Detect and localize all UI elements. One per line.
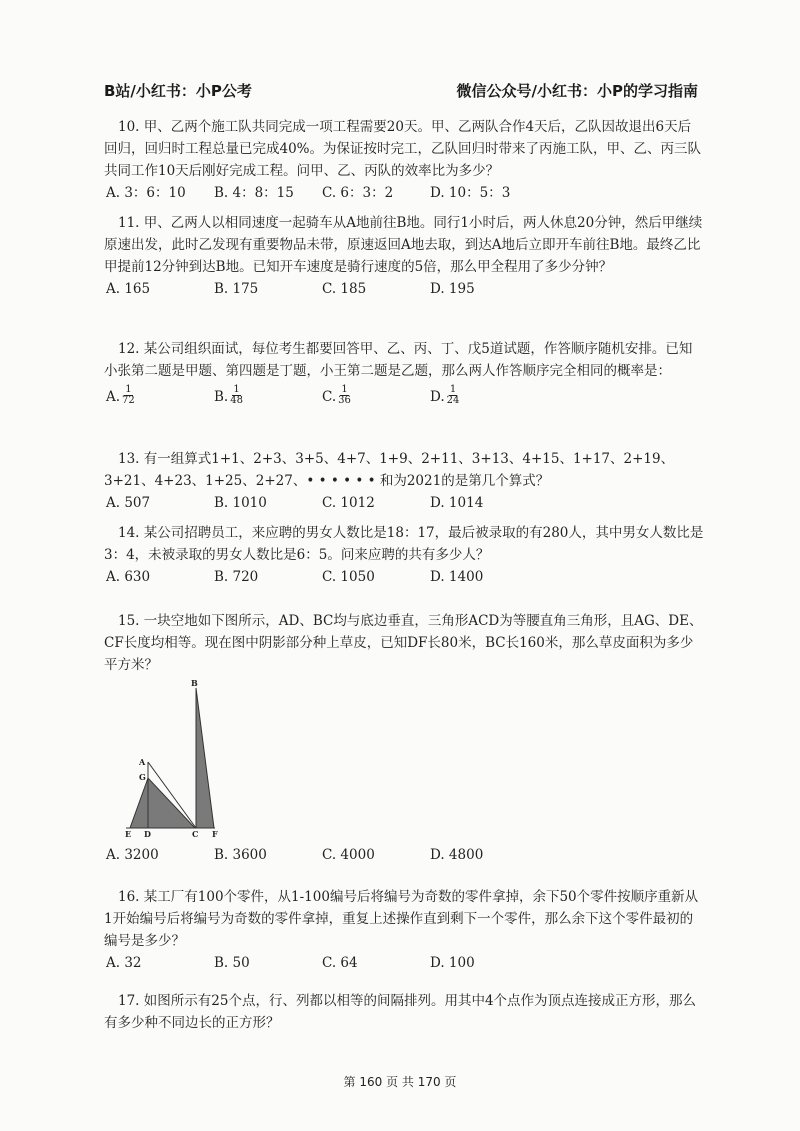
option-d: D. 100 — [430, 955, 475, 971]
fraction: $\frac{1}{24}$ — [446, 384, 460, 406]
fraction: $\frac{1}{48}$ — [230, 384, 243, 406]
point-label-f: F — [212, 829, 218, 838]
option-c: C. 6：3：2 — [322, 185, 394, 201]
question-17 — [104, 990, 704, 1034]
option-a: A. $\frac{1}{72}$ — [106, 384, 135, 406]
question-stem: 13. 有一组算式1+1、2+3、3+5、4+7、1+9、2+11、3+13、4+15、1+17、2+19、3+21、4+23、1+25、2+27、• • • • • • 和为2021的是第几个算式？ — [104, 451, 675, 489]
option-a: A. 3：6：10 — [106, 185, 186, 201]
question-stem: 10. 甲、乙两个施工队共同完成一项工程需要20天。甲、乙两队合作4天后，乙队因故退出6天后回归，回归时工程总量已完成40%。为保证按时完工，乙队回归时带来了丙施工队，甲、乙、丙三队共同工作10天后刚好完成工程。问甲、乙、丙队的效率比为多少？ — [104, 119, 702, 179]
header-left: B站/小红书：小P公考 — [104, 82, 252, 100]
point-label-g: G — [139, 772, 146, 782]
option-d: D. 4800 — [430, 847, 484, 863]
option-c: C. $\frac{1}{36}$ — [322, 384, 351, 406]
question-14 — [104, 522, 704, 588]
shaded-triangle-right — [196, 688, 214, 828]
option-a: A. 32 — [106, 955, 142, 971]
option-b: B. 1010 — [214, 495, 267, 511]
fraction: $\frac{1}{72}$ — [122, 384, 135, 406]
options — [104, 278, 704, 300]
question-stem: 14. 某公司招聘员工，来应聘的男女人数比是18：17，最后被录取的有280人，其中男女人数比是3：4，未被录取的男女人数比是6：5。问来应聘的共有多少人？ — [104, 525, 704, 563]
point-label-a: A — [139, 757, 146, 767]
option-c: C. 64 — [322, 955, 358, 971]
question-stem: 16. 某工厂有100个零件，从1-100编号后将编号为奇数的零件拿掉，余下50个零件按顺序重新从1开始编号后将编号为奇数的零件拿掉，重复上述操作直到剩下一个零件，那么余下这个零件最初的编号是多少？ — [104, 889, 699, 949]
question-12 — [104, 338, 704, 412]
point-label-d: D — [144, 829, 151, 838]
question-stem: 11. 甲、乙两人以相同速度一起骑车从A地前往B地。同行1小时后，两人休息20分钟，然后甲继续原速出发，此时乙发现有重要物品未带，原速返回A地去取，到达A地后立即开车前往B地。最终乙比甲提前12分钟到达B地。已知开车速度是骑行速度的5倍，那么甲全程用了多少分钟？ — [104, 215, 703, 275]
shaded-triangle-left — [130, 778, 195, 828]
options — [104, 182, 704, 204]
option-b: B. 175 — [214, 281, 259, 297]
option-d: D. $\frac{1}{24}$ — [430, 384, 460, 406]
question-stem: 12. 某公司组织面试，每位考生都要回答甲、乙、丙、丁、戊5道试题，作答顺序随机安排。已知小张第二题是甲题、第四题是丁题，小王第二题是乙题，那么两人作答顺序完全相同的概率是： — [104, 341, 693, 379]
point-label-c: C — [192, 829, 199, 838]
option-d: D. 1014 — [430, 495, 484, 511]
point-label-e: E — [125, 829, 132, 838]
option-d: D. 195 — [430, 281, 475, 297]
header-right: 微信公众号/小红书：小P的学习指南 — [456, 82, 698, 100]
option-a: A. 165 — [106, 281, 151, 297]
options — [104, 952, 704, 974]
option-c: C. 185 — [322, 281, 367, 297]
point-label-b: B — [191, 678, 198, 688]
option-b: B. 3600 — [214, 847, 267, 863]
question-10 — [104, 116, 704, 204]
page-number: 第 160 页 共 170 页 — [343, 1075, 457, 1089]
option-a: A. 630 — [106, 569, 151, 585]
question-15-options — [104, 844, 704, 866]
question-11 — [104, 212, 704, 300]
options — [104, 492, 704, 514]
geometry-figure — [118, 676, 228, 838]
option-a: A. 3200 — [106, 847, 159, 863]
option-c: C. 1050 — [322, 569, 375, 585]
question-stem: 15. 一块空地如下图所示，AD、BC均与底边垂直，三角形ACD为等腰直角三角形，且AG、DE、CF长度均相等。现在图中阴影部分种上草皮，已知DF长80米，BC长160米，那么草皮面积为多少平方米？ — [104, 613, 703, 673]
options — [104, 382, 704, 412]
option-b: B. 4：8：15 — [214, 185, 294, 201]
fraction: $\frac{1}{36}$ — [338, 384, 351, 406]
option-a: A. 507 — [106, 495, 151, 511]
options — [104, 566, 704, 588]
option-d: D. 10：5：3 — [430, 185, 511, 201]
option-d: D. 1400 — [430, 569, 484, 585]
option-b: B. $\frac{1}{48}$ — [214, 384, 243, 406]
question-stem: 17. 如图所示有25个点，行、列都以相等的间隔排列。用其中4个点作为顶点连接成正方形，那么有多少种不同边长的正方形？ — [104, 993, 697, 1031]
question-13 — [104, 448, 704, 514]
option-b: B. 50 — [214, 955, 250, 971]
question-16 — [104, 886, 704, 974]
options — [104, 844, 704, 866]
option-b: B. 720 — [214, 569, 259, 585]
question-15 — [104, 610, 704, 676]
option-c: C. 4000 — [322, 847, 375, 863]
option-c: C. 1012 — [322, 495, 375, 511]
